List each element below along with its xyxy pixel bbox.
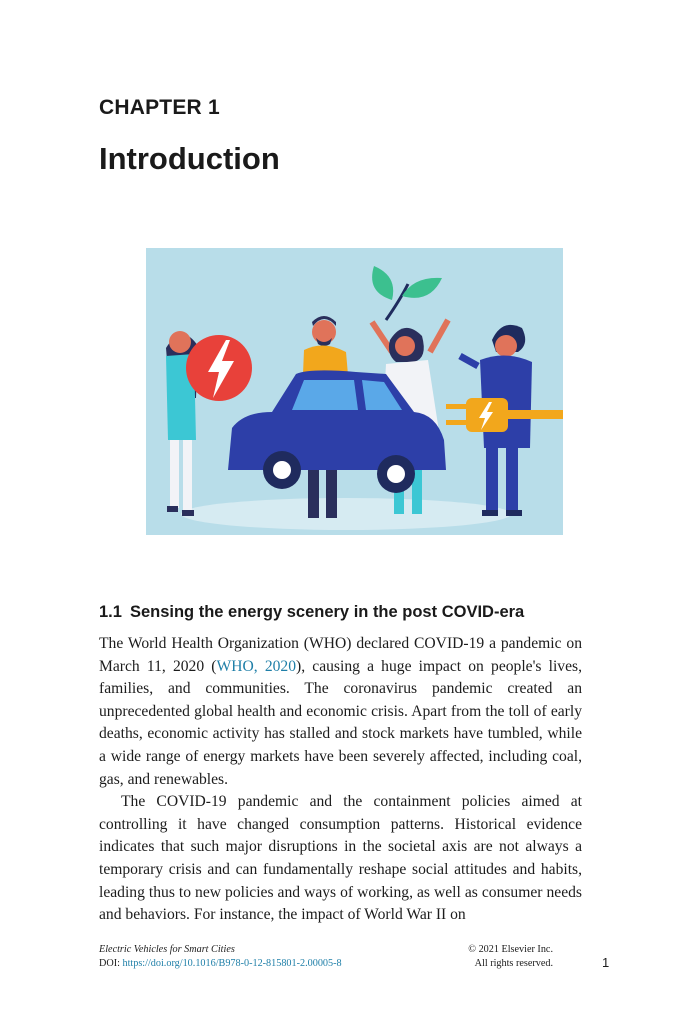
paragraph (99, 633, 582, 791)
copyright: © 2021 Elsevier Inc. (468, 944, 553, 955)
paragraph-text: The World Health Organization (WHO) declared COVID-19 a pandemic on March 11, 2020 ( (99, 635, 582, 675)
doi-line (99, 957, 342, 971)
doi-link[interactable]: https://doi.org/10.1016/B978-0-12-815801-2.00005-8 (122, 958, 342, 969)
paragraph: The COVID-19 pandemic and the containment policies aimed at controlling it have changed consumption patterns. Historical evidence indicates that such major disruptions in the societal axis are not always a temporary crisis and can fundamentally reshape social attitudes and habits, leading thus to new policies and ways of working, as well as consumer needs and behaviors. For instance, the impact of World War II on (99, 793, 582, 924)
rights-reserved: All rights reserved. (474, 958, 553, 969)
chapter-label: CHAPTER 1 (99, 96, 220, 119)
chapter-illustration (146, 248, 563, 535)
doi-label: DOI: (99, 958, 123, 969)
book-title: Electric Vehicles for Smart Cities (99, 944, 235, 955)
section-number: 1.1 (99, 603, 122, 621)
footer-left (99, 943, 342, 971)
paragraph-text: ), causing a huge impact on people's lives, families, and communities. The coronavirus pandemic created an unprecedented global health and economic crisis. Apart from the toll of early deaths, economic activity has stalled and stock markets have tumbled, while a wide range of energy markets have been severely affected, including coal, gas, and renewables. (99, 657, 582, 788)
section-heading (99, 603, 524, 622)
citation-link[interactable]: WHO, 2020 (216, 657, 297, 675)
ground-shadow (181, 498, 511, 530)
page-number: 1 (602, 955, 610, 970)
chapter-title: Introduction (99, 141, 280, 176)
power-bolt-icon (186, 335, 252, 401)
body-text (99, 633, 582, 927)
section-title: Sensing the energy scenery in the post COVID-era (129, 603, 525, 621)
footer-right (440, 943, 553, 971)
